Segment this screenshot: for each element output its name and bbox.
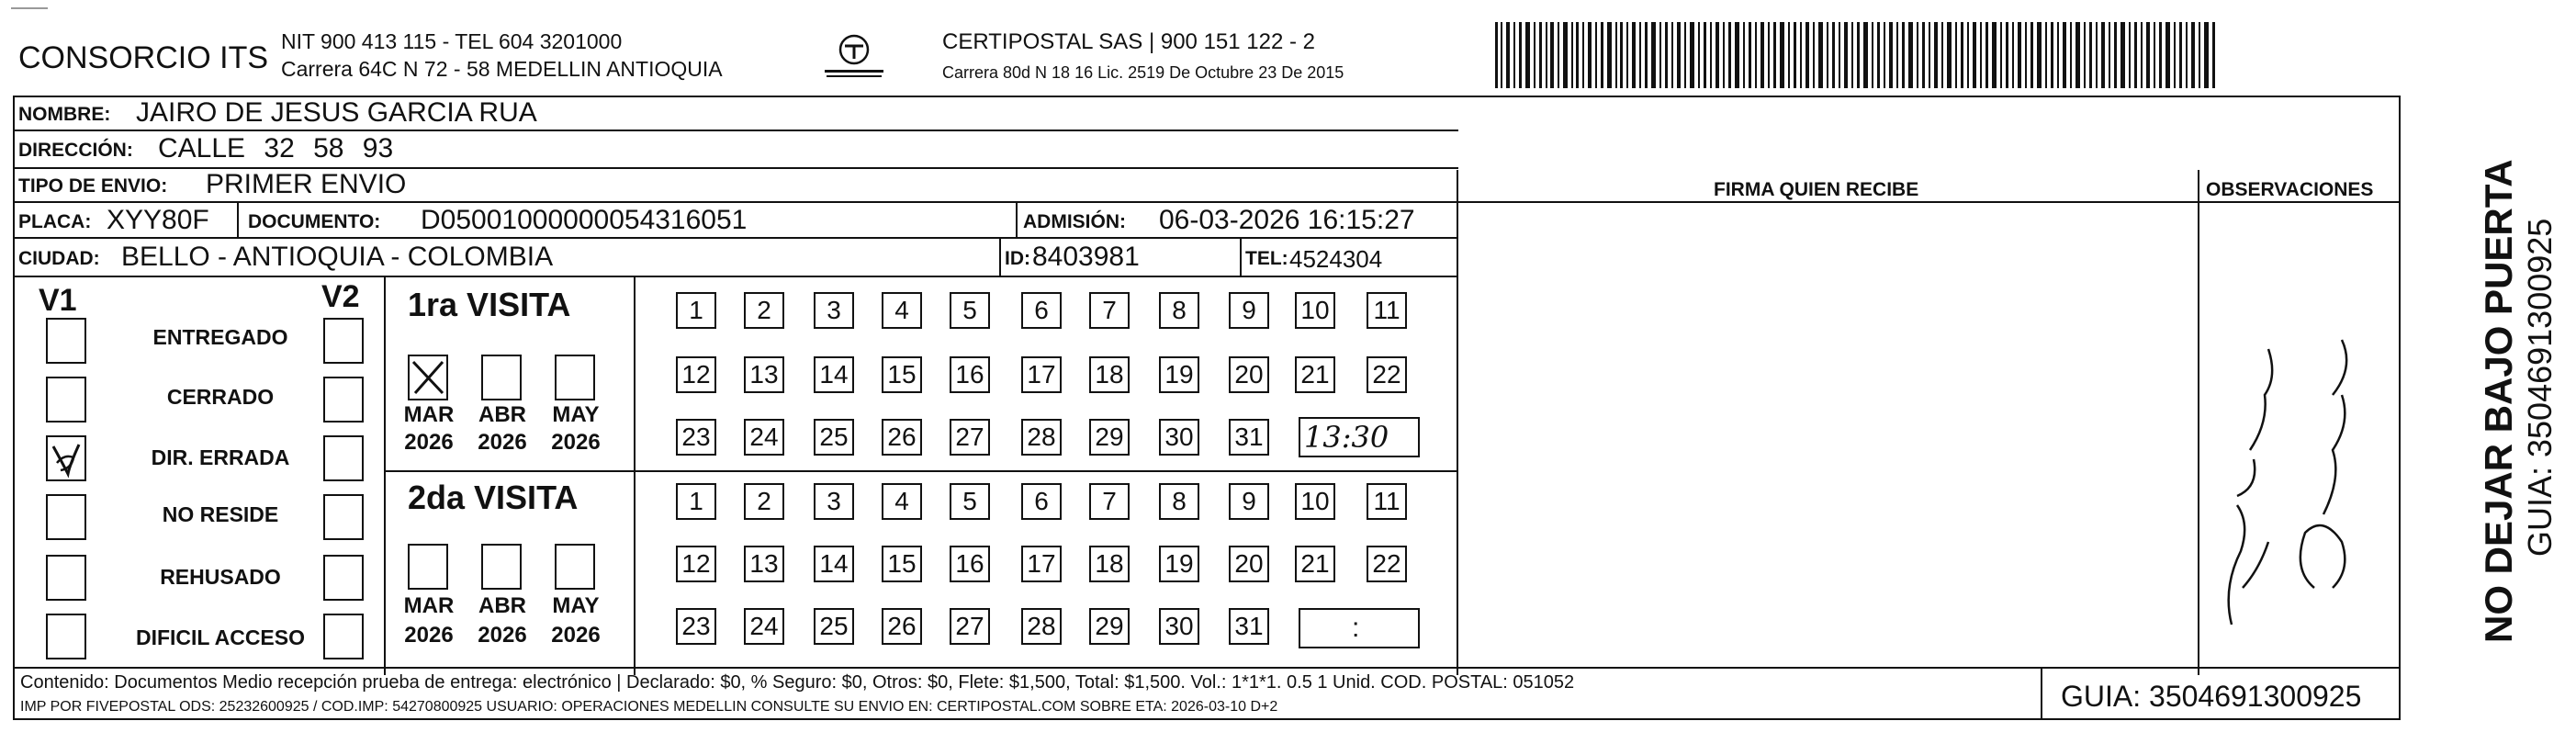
- visit1-day-15[interactable]: 15: [882, 356, 922, 393]
- v1-no-reside-checkbox[interactable]: [46, 494, 86, 540]
- visit1-day-12[interactable]: 12: [676, 356, 716, 393]
- v1-entregado-checkbox[interactable]: [46, 318, 86, 364]
- v1-dificil-acceso-checkbox[interactable]: [46, 614, 86, 659]
- firma-header: FIRMA QUIEN RECIBE: [1714, 179, 1919, 200]
- visit1-day-24[interactable]: 24: [744, 419, 784, 456]
- tel-label: TEL:: [1245, 248, 1288, 269]
- id-value: 8403981: [1032, 242, 1140, 272]
- visit1-day-27[interactable]: 27: [950, 419, 990, 456]
- placa-label: PLACA:: [18, 211, 92, 232]
- documento-value: D05001000000054316051: [421, 205, 748, 235]
- visit1-month-abr: ABR: [478, 402, 526, 427]
- footer-guia: GUIA: 3504691300925: [2061, 680, 2362, 713]
- visit2-year-abr: 2026: [478, 623, 527, 648]
- visit2-day-15[interactable]: 15: [882, 546, 922, 582]
- v1-rehusado-checkbox[interactable]: [46, 555, 86, 601]
- certipostal-logo-icon: [817, 31, 891, 83]
- visit1-day-29[interactable]: 29: [1089, 419, 1130, 456]
- tipo-envio-value: PRIMER ENVIO: [206, 169, 407, 199]
- footer-content: Contenido: Documentos Medio recepción prueba de entrega: electrónico | Declarado: $0, % Seguro: $0, Otros: $0, Flete: $1,500, Total: $1,500. Vol.: 1*1*1. 0.5 1 Unid. COD. POSTAL: 051052: [20, 672, 1575, 693]
- visit2-month-abr: ABR: [478, 593, 526, 618]
- visit2-may-checkbox[interactable]: [555, 544, 595, 590]
- visit1-day-18[interactable]: 18: [1089, 356, 1130, 393]
- visit1-title: 1ra VISITA: [408, 286, 571, 323]
- visit2-year-may: 2026: [551, 623, 601, 648]
- footer-print-info: IMP POR FIVEPOSTAL ODS: 25232600925 / COD.IMP: 54270800925 USUARIO: OPERACIONES MEDELLIN CONSULTE SU ENVIO EN: CERTIPOSTAL.COM SOBRE ETA: 2026-03-10 D+2: [20, 699, 1278, 715]
- visit2-day-30[interactable]: 30: [1159, 608, 1199, 645]
- status-dificil-acceso: DIFICIL ACCESO: [135, 625, 305, 649]
- v2-dificil-acceso-checkbox[interactable]: [323, 614, 364, 659]
- visit1-day-10[interactable]: 10: [1295, 292, 1335, 329]
- visit2-day-31[interactable]: 31: [1229, 608, 1269, 645]
- v2-no-reside-checkbox[interactable]: [323, 494, 364, 540]
- visit1-day-7[interactable]: 7: [1089, 292, 1130, 329]
- visit2-day-23[interactable]: 23: [676, 608, 716, 645]
- visit2-abr-checkbox[interactable]: [481, 544, 522, 590]
- visit1-day-2[interactable]: 2: [744, 292, 784, 329]
- visit1-day-30[interactable]: 30: [1159, 419, 1199, 456]
- visit2-day-16[interactable]: 16: [950, 546, 990, 582]
- documento-label: DOCUMENTO:: [248, 211, 381, 232]
- visit2-day-29[interactable]: 29: [1089, 608, 1130, 645]
- visit1-day-25[interactable]: 25: [814, 419, 854, 456]
- tipo-envio-label: TIPO DE ENVIO:: [18, 175, 168, 197]
- visit1-day-16[interactable]: 16: [950, 356, 990, 393]
- certipostal-line: CERTIPOSTAL SAS | 900 151 122 - 2: [942, 29, 1315, 54]
- certipostal-address: Carrera 80d N 18 16 Lic. 2519 De Octubre 23 De 2015: [942, 63, 1344, 82]
- admision-value: 06-03-2026 16:15:27: [1159, 205, 1415, 235]
- visit1-year-mar: 2026: [404, 430, 454, 455]
- visit1-day-26[interactable]: 26: [882, 419, 922, 456]
- company-name: CONSORCIO ITS: [18, 40, 269, 75]
- visit2-year-mar: 2026: [404, 623, 454, 648]
- visit1-mar-checkbox[interactable]: [408, 355, 448, 400]
- placa-value: XYY80F: [107, 205, 209, 235]
- side-guia: GUIA: 3504691300925: [2521, 218, 2559, 557]
- no-dejar-bajo-puerta: NO DEJAR BAJO PUERTA: [2477, 159, 2520, 643]
- status-rehusado: REHUSADO: [160, 565, 281, 589]
- company-address: Carrera 64C N 72 - 58 MEDELLIN ANTIOQUIA: [281, 57, 723, 81]
- visit1-day-14[interactable]: 14: [814, 356, 854, 393]
- visit2-day-19[interactable]: 19: [1159, 546, 1199, 582]
- visit1-day-5[interactable]: 5: [950, 292, 990, 329]
- direccion-label: DIRECCIÓN:: [18, 140, 133, 161]
- visit2-day-24[interactable]: 24: [744, 608, 784, 645]
- visit1-may-checkbox[interactable]: [555, 355, 595, 400]
- visit2-day-14[interactable]: 14: [814, 546, 854, 582]
- visit1-day-22[interactable]: 22: [1367, 356, 1407, 393]
- visit2-day-17[interactable]: 17: [1021, 546, 1062, 582]
- nit-line: NIT 900 413 115 - TEL 604 3201000: [281, 29, 623, 53]
- status-no-reside: NO RESIDE: [162, 502, 279, 526]
- visit2-day-13[interactable]: 13: [744, 546, 784, 582]
- ciudad-value: BELLO - ANTIOQUIA - COLOMBIA: [121, 242, 554, 272]
- visit2-time: :: [1352, 613, 1360, 643]
- visit1-day-3[interactable]: 3: [814, 292, 854, 329]
- v2-label: V2: [321, 279, 360, 314]
- scan-mark: [11, 7, 48, 9]
- ciudad-label: CIUDAD:: [18, 248, 100, 269]
- visit2-day-26[interactable]: 26: [882, 608, 922, 645]
- visit2-day-21[interactable]: 21: [1295, 546, 1335, 582]
- v2-dir-errada-checkbox[interactable]: [323, 435, 364, 481]
- visit2-day-4[interactable]: 4: [882, 483, 922, 520]
- visit2-day-27[interactable]: 27: [950, 608, 990, 645]
- visit2-mar-checkbox[interactable]: [408, 544, 448, 590]
- id-label: ID:: [1005, 248, 1030, 269]
- status-cerrado: CERRADO: [166, 385, 275, 409]
- handwritten-observation: [2204, 312, 2379, 661]
- visit2-day-10[interactable]: 10: [1295, 483, 1335, 520]
- frame-right: [2399, 96, 2401, 720]
- status-dir-errada: DIR. ERRADA: [151, 445, 290, 469]
- v2-cerrado-checkbox[interactable]: [323, 377, 364, 423]
- visit2-day-1[interactable]: 1: [676, 483, 716, 520]
- visit1-day-23[interactable]: 23: [676, 419, 716, 456]
- visit1-day-17[interactable]: 17: [1021, 356, 1062, 393]
- visit2-day-18[interactable]: 18: [1089, 546, 1130, 582]
- status-entregado: ENTREGADO: [152, 325, 288, 349]
- visit2-day-20[interactable]: 20: [1229, 546, 1269, 582]
- visit1-day-20[interactable]: 20: [1229, 356, 1269, 393]
- visit2-day-9[interactable]: 9: [1229, 483, 1269, 520]
- visit1-day-13[interactable]: 13: [744, 356, 784, 393]
- v2-entregado-checkbox[interactable]: [323, 318, 364, 364]
- visit2-day-28[interactable]: 28: [1021, 608, 1062, 645]
- barcode-icon: [1495, 22, 2221, 88]
- observaciones-header: OBSERVACIONES: [2206, 179, 2374, 200]
- direccion-value: CALLE 32 58 93: [158, 133, 394, 163]
- visit1-time-box[interactable]: [1299, 417, 1420, 457]
- visit1-day-1[interactable]: 1: [676, 292, 716, 329]
- visit2-day-2[interactable]: 2: [744, 483, 784, 520]
- visit1-abr-checkbox[interactable]: [481, 355, 522, 400]
- visit1-day-4[interactable]: 4: [882, 292, 922, 329]
- visit2-month-may: MAY: [552, 593, 600, 618]
- visit2-day-5[interactable]: 5: [950, 483, 990, 520]
- visit1-day-8[interactable]: 8: [1159, 292, 1199, 329]
- visit1-day-6[interactable]: 6: [1021, 292, 1062, 329]
- v1-cerrado-checkbox[interactable]: [46, 377, 86, 423]
- visit2-day-3[interactable]: 3: [814, 483, 854, 520]
- tel-value: 4524304: [1289, 245, 1383, 273]
- visit1-month-mar: MAR: [403, 402, 455, 427]
- visit2-day-12[interactable]: 12: [676, 546, 716, 582]
- admision-label: ADMISIÓN:: [1023, 211, 1126, 232]
- visit1-year-abr: 2026: [478, 430, 527, 455]
- visit2-time-box[interactable]: [1299, 608, 1420, 648]
- visit2-day-11[interactable]: 11: [1367, 483, 1407, 520]
- visit2-month-mar: MAR: [403, 593, 455, 618]
- visit1-day-9[interactable]: 9: [1229, 292, 1269, 329]
- v2-rehusado-checkbox[interactable]: [323, 555, 364, 601]
- visit2-day-8[interactable]: 8: [1159, 483, 1199, 520]
- visit1-day-28[interactable]: 28: [1021, 419, 1062, 456]
- visit1-day-21[interactable]: 21: [1295, 356, 1335, 393]
- visit1-day-19[interactable]: 19: [1159, 356, 1199, 393]
- visit2-title: 2da VISITA: [408, 479, 579, 516]
- v1-label: V1: [39, 283, 77, 318]
- visit1-day-11[interactable]: 11: [1367, 292, 1407, 329]
- visit1-month-may: MAY: [552, 402, 600, 427]
- v1-dir-errada-checkbox[interactable]: [46, 435, 86, 481]
- visit2-day-6[interactable]: 6: [1021, 483, 1062, 520]
- visit2-day-7[interactable]: 7: [1089, 483, 1130, 520]
- visit1-day-31[interactable]: 31: [1229, 419, 1269, 456]
- visit1-time: 13:30: [1304, 420, 1389, 455]
- visit2-day-25[interactable]: 25: [814, 608, 854, 645]
- nombre-label: NOMBRE:: [18, 104, 111, 125]
- visit2-day-22[interactable]: 22: [1367, 546, 1407, 582]
- nombre-value: JAIRO DE JESUS GARCIA RUA: [136, 97, 537, 128]
- visit1-year-may: 2026: [551, 430, 601, 455]
